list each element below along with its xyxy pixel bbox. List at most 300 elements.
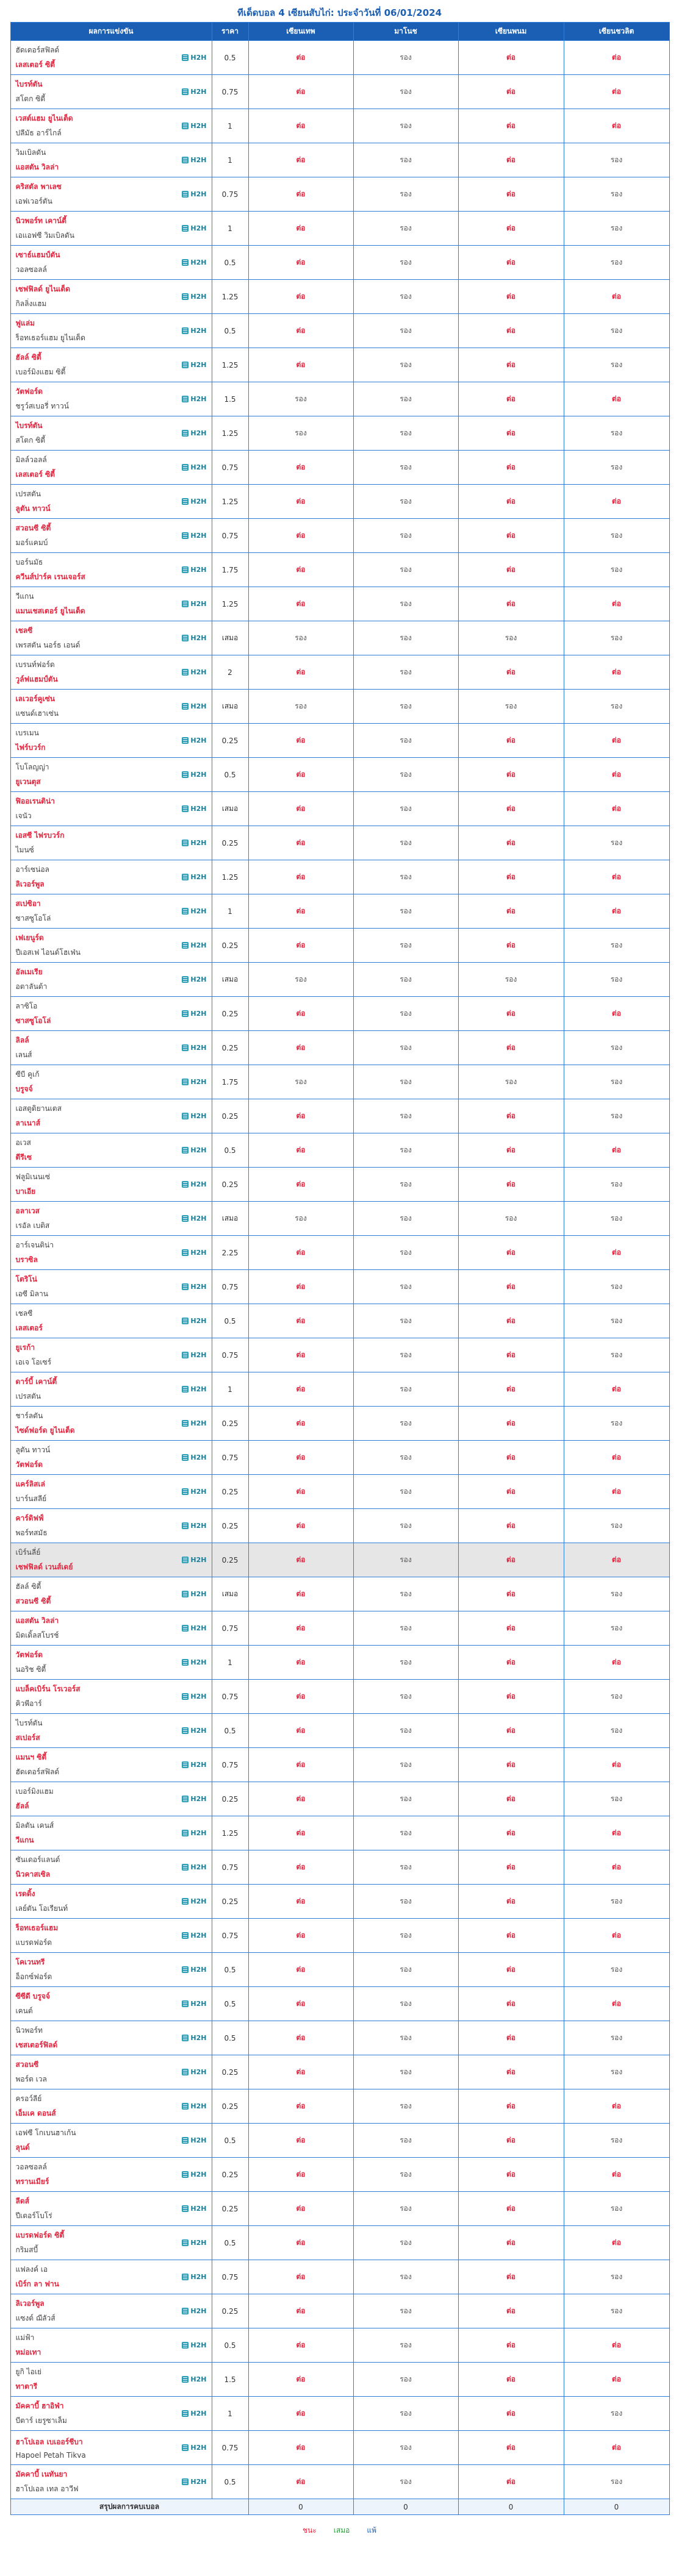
h2h-link[interactable] bbox=[182, 2205, 206, 2213]
summary-value: 0 bbox=[248, 2499, 353, 2515]
h2h-link[interactable] bbox=[182, 634, 206, 642]
h2h-link[interactable] bbox=[182, 54, 206, 62]
pick-cell: ต่อ bbox=[248, 348, 353, 382]
pick-cell: รอง bbox=[564, 690, 669, 724]
table-row bbox=[10, 1407, 669, 1441]
home-team: ซันเดอร์แลนด์ bbox=[15, 1855, 60, 1864]
table-row bbox=[10, 1680, 669, 1714]
pick-cell: รอง bbox=[353, 2397, 458, 2431]
h2h-link[interactable] bbox=[182, 88, 206, 96]
table-row bbox=[10, 2021, 669, 2055]
pick-cell: รอง bbox=[458, 1065, 564, 1099]
table-row bbox=[10, 1236, 669, 1270]
pick-cell: รอง bbox=[353, 314, 458, 348]
home-team: อาร์เซน่อล bbox=[15, 865, 49, 874]
away-team: เลสเตอร์ ซิตี้ bbox=[15, 60, 55, 69]
stats-icon bbox=[182, 2103, 189, 2110]
pick-cell: รอง bbox=[353, 2294, 458, 2328]
away-team: ร็อทเธอร์แฮม ยูไนเต็ด bbox=[15, 334, 85, 342]
stats-icon bbox=[182, 601, 189, 607]
h2h-link[interactable] bbox=[182, 1488, 206, 1496]
h2h-link[interactable] bbox=[182, 1522, 206, 1530]
away-team: บาร์นสลีย์ bbox=[15, 1494, 47, 1503]
pick-cell: ต่อ bbox=[248, 1714, 353, 1748]
away-team: สเปอร์ส bbox=[15, 1733, 40, 1742]
pick-cell: รอง bbox=[353, 621, 458, 655]
pick-cell: รอง bbox=[564, 1577, 669, 1611]
h2h-label: H2H bbox=[190, 566, 207, 574]
pick-cell: ต่อ bbox=[248, 1543, 353, 1577]
stats-icon bbox=[182, 123, 189, 129]
table-row bbox=[10, 1782, 669, 1816]
pick-cell: ต่อ bbox=[458, 2260, 564, 2294]
h2h-link[interactable] bbox=[182, 1795, 206, 1803]
price-cell: 1.75 bbox=[212, 1065, 248, 1099]
away-team: เชสเตอร์ฟิลด์ bbox=[15, 2041, 58, 2049]
price-cell: 0.25 bbox=[212, 1407, 248, 1441]
pick-cell: ต่อ bbox=[458, 246, 564, 280]
pick-cell: รอง bbox=[564, 451, 669, 485]
home-team: ดาร์บี้ เคาน์ตี้ bbox=[15, 1377, 57, 1386]
pick-cell: รอง bbox=[353, 2021, 458, 2055]
h2h-link[interactable] bbox=[182, 293, 206, 301]
match-cell bbox=[10, 2431, 212, 2465]
price-cell: 0.25 bbox=[212, 1543, 248, 1577]
pick-cell: รอง bbox=[564, 2055, 669, 2089]
h2h-label: H2H bbox=[190, 2478, 207, 2486]
pick-cell: รอง bbox=[353, 1372, 458, 1407]
h2h-link[interactable] bbox=[182, 2136, 206, 2144]
away-team: แซนด์เฮาเซ่น bbox=[15, 709, 59, 718]
match-cell bbox=[10, 1885, 212, 1919]
stats-icon bbox=[182, 225, 189, 232]
pick-cell: ต่อ bbox=[248, 314, 353, 348]
match-cell bbox=[10, 2465, 212, 2499]
pick-cell: ต่อ bbox=[564, 860, 669, 894]
stats-icon bbox=[182, 532, 189, 539]
pick-cell: รอง bbox=[353, 2124, 458, 2158]
stats-icon bbox=[182, 498, 189, 505]
pick-cell: ต่อ bbox=[248, 2158, 353, 2192]
table-row bbox=[10, 41, 669, 75]
h2h-link[interactable] bbox=[182, 2341, 206, 2349]
h2h-link[interactable] bbox=[182, 702, 206, 710]
h2h-label: H2H bbox=[190, 1863, 207, 1871]
pick-cell: ต่อ bbox=[564, 1236, 669, 1270]
h2h-link[interactable] bbox=[182, 1863, 206, 1871]
match-cell bbox=[10, 1338, 212, 1372]
h2h-link[interactable] bbox=[182, 122, 206, 130]
h2h-link[interactable] bbox=[182, 2410, 206, 2417]
table-row bbox=[10, 826, 669, 860]
pick-cell: ต่อ bbox=[248, 109, 353, 143]
pick-cell: รอง bbox=[458, 1202, 564, 1236]
pick-cell: รอง bbox=[564, 1168, 669, 1202]
pick-cell: รอง bbox=[564, 2192, 669, 2226]
pick-cell: ต่อ bbox=[248, 2397, 353, 2431]
stats-icon bbox=[182, 2342, 189, 2349]
table-row bbox=[10, 314, 669, 348]
price-cell: 0.25 bbox=[212, 2055, 248, 2089]
h2h-label: H2H bbox=[190, 1454, 207, 1461]
away-team: เจนัว bbox=[15, 812, 32, 820]
pick-cell: รอง bbox=[353, 1850, 458, 1885]
away-team: เอแอฟซี วิมเบิลดัน bbox=[15, 231, 74, 240]
h2h-link[interactable] bbox=[182, 156, 206, 164]
price-cell: 0.75 bbox=[212, 1748, 248, 1782]
pick-cell: รอง bbox=[564, 177, 669, 212]
match-cell bbox=[10, 587, 212, 621]
pick-cell: รอง bbox=[564, 1714, 669, 1748]
away-team: เลสเตอร์ bbox=[15, 1324, 43, 1332]
stats-icon bbox=[182, 1625, 189, 1632]
h2h-link[interactable] bbox=[182, 1454, 206, 1461]
pick-cell: รอง bbox=[564, 1065, 669, 1099]
home-team: เอสซี ไฟรบวร์ก bbox=[15, 831, 65, 840]
h2h-link[interactable] bbox=[182, 1693, 206, 1700]
h2h-link[interactable] bbox=[182, 1146, 206, 1154]
h2h-link[interactable] bbox=[182, 1112, 206, 1120]
h2h-link[interactable] bbox=[182, 259, 206, 266]
h2h-link[interactable] bbox=[182, 1761, 206, 1769]
away-team: ปีเตอร์โบโร่ bbox=[15, 2211, 52, 2220]
pick-cell: รอง bbox=[353, 75, 458, 109]
h2h-label: H2H bbox=[190, 2171, 207, 2178]
away-team: ไซด์ฟอร์ด ยูไนเต็ด bbox=[15, 1426, 75, 1435]
away-team: วัตฟอร์ด bbox=[15, 1460, 43, 1469]
home-team: เชฟฟิลด์ ยูไนเต็ด bbox=[15, 285, 71, 293]
away-team: บาเอีย bbox=[15, 1187, 36, 1196]
price-cell: 0.75 bbox=[212, 1850, 248, 1885]
pick-cell: รอง bbox=[353, 1714, 458, 1748]
h2h-link[interactable] bbox=[182, 2307, 206, 2315]
h2h-link[interactable] bbox=[182, 1932, 206, 1939]
match-cell bbox=[10, 1065, 212, 1099]
h2h-label: H2H bbox=[190, 1044, 207, 1052]
pick-cell: รอง bbox=[564, 1680, 669, 1714]
h2h-label: H2H bbox=[190, 737, 207, 744]
h2h-link[interactable] bbox=[182, 532, 206, 540]
home-team: อาร์เจนติน่า bbox=[15, 1241, 54, 1249]
h2h-link[interactable] bbox=[182, 2068, 206, 2076]
pick-cell: ต่อ bbox=[458, 212, 564, 246]
h2h-link[interactable] bbox=[182, 429, 206, 437]
away-team: หม่อเทา bbox=[15, 2348, 41, 2357]
pick-cell: รอง bbox=[564, 1338, 669, 1372]
table-row bbox=[10, 75, 669, 109]
match-cell bbox=[10, 2260, 212, 2294]
h2h-link[interactable] bbox=[182, 976, 206, 983]
h2h-link[interactable] bbox=[182, 941, 206, 949]
stats-icon bbox=[182, 1966, 189, 1973]
match-cell bbox=[10, 894, 212, 929]
away-team: มอร์แคมบ์ bbox=[15, 538, 48, 547]
h2h-link[interactable] bbox=[182, 1658, 206, 1666]
h2h-link[interactable] bbox=[182, 2034, 206, 2042]
stats-icon bbox=[182, 88, 189, 95]
pick-cell: รอง bbox=[564, 1407, 669, 1441]
h2h-label: H2H bbox=[190, 327, 207, 335]
price-cell: 1.25 bbox=[212, 348, 248, 382]
away-team: พอร์ทสมัธ bbox=[15, 1529, 48, 1537]
h2h-link[interactable] bbox=[182, 1385, 206, 1393]
h2h-link[interactable] bbox=[182, 1966, 206, 1974]
pick-cell: รอง bbox=[353, 1885, 458, 1919]
home-team: แฟลงค์ เอ bbox=[15, 2265, 48, 2274]
h2h-link[interactable] bbox=[182, 1556, 206, 1564]
pick-cell: รอง bbox=[353, 1475, 458, 1509]
price-cell: 1.25 bbox=[212, 485, 248, 519]
home-team: วัตฟอร์ด bbox=[15, 1650, 43, 1659]
home-team: อลาเวส bbox=[15, 1207, 40, 1215]
pick-cell: รอง bbox=[248, 963, 353, 997]
match-cell bbox=[10, 2397, 212, 2431]
h2h-link[interactable] bbox=[182, 1590, 206, 1598]
match-cell bbox=[10, 1270, 212, 1304]
pick-cell: รอง bbox=[564, 2021, 669, 2055]
match-cell bbox=[10, 1509, 212, 1543]
pick-cell: รอง bbox=[353, 1031, 458, 1065]
h2h-link[interactable] bbox=[182, 2375, 206, 2383]
h2h-label: H2H bbox=[190, 1693, 207, 1700]
stats-icon bbox=[182, 1693, 189, 1700]
h2h-link[interactable] bbox=[182, 907, 206, 915]
h2h-link[interactable] bbox=[182, 361, 206, 369]
away-team: เคนต์ bbox=[15, 2007, 33, 2015]
table-row bbox=[10, 2226, 669, 2260]
pick-cell: รอง bbox=[248, 1065, 353, 1099]
pick-cell: รอง bbox=[564, 826, 669, 860]
pick-cell: ต่อ bbox=[458, 2397, 564, 2431]
away-team: วีแกน bbox=[15, 1836, 34, 1844]
away-team: ลิเวอร์พูล bbox=[15, 880, 45, 888]
pick-cell: ต่อ bbox=[458, 143, 564, 177]
match-cell bbox=[10, 860, 212, 894]
h2h-link[interactable] bbox=[182, 2102, 206, 2110]
h2h-link[interactable] bbox=[182, 805, 206, 813]
home-team: เปรสตัน bbox=[15, 490, 41, 498]
pick-cell: ต่อ bbox=[564, 1543, 669, 1577]
h2h-link[interactable] bbox=[182, 1419, 206, 1427]
col-match: ผลการแข่งขัน bbox=[10, 23, 212, 41]
h2h-link[interactable] bbox=[182, 1078, 206, 1086]
h2h-link[interactable] bbox=[182, 190, 206, 198]
h2h-link[interactable] bbox=[182, 395, 206, 403]
h2h-link[interactable] bbox=[182, 1044, 206, 1052]
away-team: ชรูว์สเบอรี่ ทาวน์ bbox=[15, 402, 69, 410]
h2h-link[interactable] bbox=[182, 737, 206, 744]
h2h-label: H2H bbox=[190, 600, 207, 608]
pick-cell: ต่อ bbox=[458, 2021, 564, 2055]
h2h-label: H2H bbox=[190, 2307, 207, 2315]
pick-cell: ต่อ bbox=[458, 2328, 564, 2363]
pick-cell: รอง bbox=[353, 2328, 458, 2363]
table-row bbox=[10, 1065, 669, 1099]
away-team: แบรดฟอร์ด bbox=[15, 1938, 52, 1947]
pick-cell: ต่อ bbox=[248, 2465, 353, 2499]
pick-cell: รอง bbox=[248, 382, 353, 416]
pick-cell: ต่อ bbox=[564, 758, 669, 792]
price-cell: 0.5 bbox=[212, 1987, 248, 2021]
price-cell: 0.5 bbox=[212, 2465, 248, 2499]
stats-icon bbox=[182, 2171, 189, 2178]
h2h-label: H2H bbox=[190, 1112, 207, 1120]
h2h-link[interactable] bbox=[182, 2239, 206, 2247]
pick-cell: รอง bbox=[353, 997, 458, 1031]
stats-icon bbox=[182, 464, 189, 471]
table-row bbox=[10, 792, 669, 826]
price-cell: 0.25 bbox=[212, 997, 248, 1031]
pick-cell: รอง bbox=[353, 1646, 458, 1680]
h2h-link[interactable] bbox=[182, 1249, 206, 1257]
pick-cell: ต่อ bbox=[248, 1133, 353, 1168]
pick-cell: ต่อ bbox=[248, 826, 353, 860]
h2h-link[interactable] bbox=[182, 463, 206, 471]
stats-icon bbox=[182, 1147, 189, 1154]
away-team: เอฟเวอร์ตัน bbox=[15, 197, 52, 205]
away-team: เพรสตัน นอร์ธ เอนด์ bbox=[15, 641, 81, 649]
price-cell: เสมอ bbox=[212, 621, 248, 655]
away-team: เบอร์มิงแฮม ซิตี้ bbox=[15, 368, 66, 376]
pick-cell: ต่อ bbox=[458, 2431, 564, 2465]
h2h-link[interactable] bbox=[182, 566, 206, 574]
table-row bbox=[10, 724, 669, 758]
table-row bbox=[10, 1372, 669, 1407]
table-row bbox=[10, 1850, 669, 1885]
pick-cell: รอง bbox=[564, 2294, 669, 2328]
stats-icon bbox=[182, 2376, 189, 2383]
h2h-link[interactable] bbox=[182, 771, 206, 779]
pick-cell: ต่อ bbox=[248, 792, 353, 826]
match-cell bbox=[10, 690, 212, 724]
stats-icon bbox=[182, 2035, 189, 2041]
h2h-link[interactable] bbox=[182, 1351, 206, 1359]
h2h-link[interactable] bbox=[182, 1010, 206, 1018]
stats-icon bbox=[182, 908, 189, 915]
h2h-label: H2H bbox=[190, 1522, 207, 1530]
h2h-link[interactable] bbox=[182, 2273, 206, 2281]
h2h-link[interactable] bbox=[182, 1727, 206, 1735]
stats-icon bbox=[182, 54, 189, 61]
h2h-label: H2H bbox=[190, 293, 207, 301]
pick-cell: ต่อ bbox=[458, 519, 564, 553]
away-team: แซงต์ ฌีลัวส์ bbox=[15, 2314, 56, 2322]
home-team: วีแกน bbox=[15, 592, 34, 601]
h2h-link[interactable] bbox=[182, 1317, 206, 1325]
pick-cell: ต่อ bbox=[564, 1987, 669, 2021]
pick-cell: รอง bbox=[353, 1202, 458, 1236]
stats-icon bbox=[182, 2000, 189, 2007]
away-team: กริมสบี้ bbox=[15, 2246, 38, 2254]
stats-icon bbox=[182, 1864, 189, 1871]
price-cell: 0.5 bbox=[212, 1133, 248, 1168]
h2h-link[interactable] bbox=[182, 2444, 206, 2452]
price-cell: 0.75 bbox=[212, 1611, 248, 1646]
stats-icon bbox=[182, 2239, 189, 2246]
h2h-link[interactable] bbox=[182, 600, 206, 608]
match-cell bbox=[10, 963, 212, 997]
pick-cell: ต่อ bbox=[248, 1782, 353, 1816]
table-row bbox=[10, 109, 669, 143]
table-row bbox=[10, 2294, 669, 2328]
h2h-link[interactable] bbox=[182, 1897, 206, 1905]
price-cell: เสมอ bbox=[212, 1577, 248, 1611]
home-team: โตริโน่ bbox=[15, 1275, 37, 1283]
match-cell bbox=[10, 1031, 212, 1065]
match-cell bbox=[10, 2294, 212, 2328]
pick-cell: รอง bbox=[353, 2363, 458, 2397]
away-team: บีตาร์ เยรูซาเล็ม bbox=[15, 2416, 67, 2425]
away-team: พอร์ต เวล bbox=[15, 2075, 47, 2083]
price-cell: 0.5 bbox=[212, 1714, 248, 1748]
h2h-link[interactable] bbox=[182, 2171, 206, 2178]
h2h-label: H2H bbox=[190, 907, 207, 915]
stats-icon bbox=[182, 1352, 189, 1358]
h2h-label: H2H bbox=[190, 54, 207, 62]
table-row bbox=[10, 1475, 669, 1509]
table-row bbox=[10, 280, 669, 314]
pick-cell: ต่อ bbox=[458, 2294, 564, 2328]
stats-icon bbox=[182, 874, 189, 880]
pick-cell: รอง bbox=[564, 553, 669, 587]
pick-cell: รอง bbox=[353, 109, 458, 143]
away-team: เลสเตอร์ ซิตี้ bbox=[15, 470, 55, 479]
h2h-link[interactable] bbox=[182, 1829, 206, 1837]
h2h-link[interactable] bbox=[182, 1215, 206, 1222]
match-cell bbox=[10, 2158, 212, 2192]
pick-cell: ต่อ bbox=[458, 177, 564, 212]
h2h-label: H2H bbox=[190, 634, 207, 642]
h2h-link[interactable] bbox=[182, 839, 206, 847]
pick-cell: ต่อ bbox=[458, 2465, 564, 2499]
h2h-link[interactable] bbox=[182, 1180, 206, 1188]
away-team: ลุนด์ bbox=[15, 2143, 30, 2152]
match-cell bbox=[10, 1680, 212, 1714]
stats-icon bbox=[182, 2205, 189, 2212]
h2h-label: H2H bbox=[190, 839, 207, 847]
home-team: อัลเมเรีย bbox=[15, 968, 43, 976]
table-row bbox=[10, 690, 669, 724]
h2h-link[interactable] bbox=[182, 327, 206, 335]
h2h-link[interactable] bbox=[182, 1283, 206, 1291]
h2h-link[interactable] bbox=[182, 668, 206, 676]
pick-cell: รอง bbox=[353, 212, 458, 246]
match-cell bbox=[10, 1714, 212, 1748]
h2h-link[interactable] bbox=[182, 1624, 206, 1632]
table-row bbox=[10, 860, 669, 894]
away-team: ไมนซ์ bbox=[15, 846, 34, 854]
h2h-link[interactable] bbox=[182, 2478, 206, 2486]
match-cell bbox=[10, 1577, 212, 1611]
h2h-label: H2H bbox=[190, 1897, 207, 1905]
home-team: เฟเยนูร์ด bbox=[15, 933, 44, 942]
h2h-link[interactable] bbox=[182, 224, 206, 232]
h2h-link[interactable] bbox=[182, 498, 206, 505]
price-cell: 0.75 bbox=[212, 2260, 248, 2294]
pick-cell: ต่อ bbox=[248, 1338, 353, 1372]
price-cell: 1 bbox=[212, 1646, 248, 1680]
stats-icon bbox=[182, 1932, 189, 1939]
h2h-link[interactable] bbox=[182, 2000, 206, 2008]
h2h-label: H2H bbox=[190, 1966, 207, 1974]
table-row bbox=[10, 143, 669, 177]
pick-cell: รอง bbox=[353, 1680, 458, 1714]
stats-icon bbox=[182, 2410, 189, 2417]
away-team: ฮาโปเอล เทล อาวีฟ bbox=[15, 2485, 79, 2493]
home-team: เอสตูดิยานเตส bbox=[15, 1104, 62, 1113]
stats-icon bbox=[182, 1898, 189, 1905]
h2h-link[interactable] bbox=[182, 873, 206, 881]
